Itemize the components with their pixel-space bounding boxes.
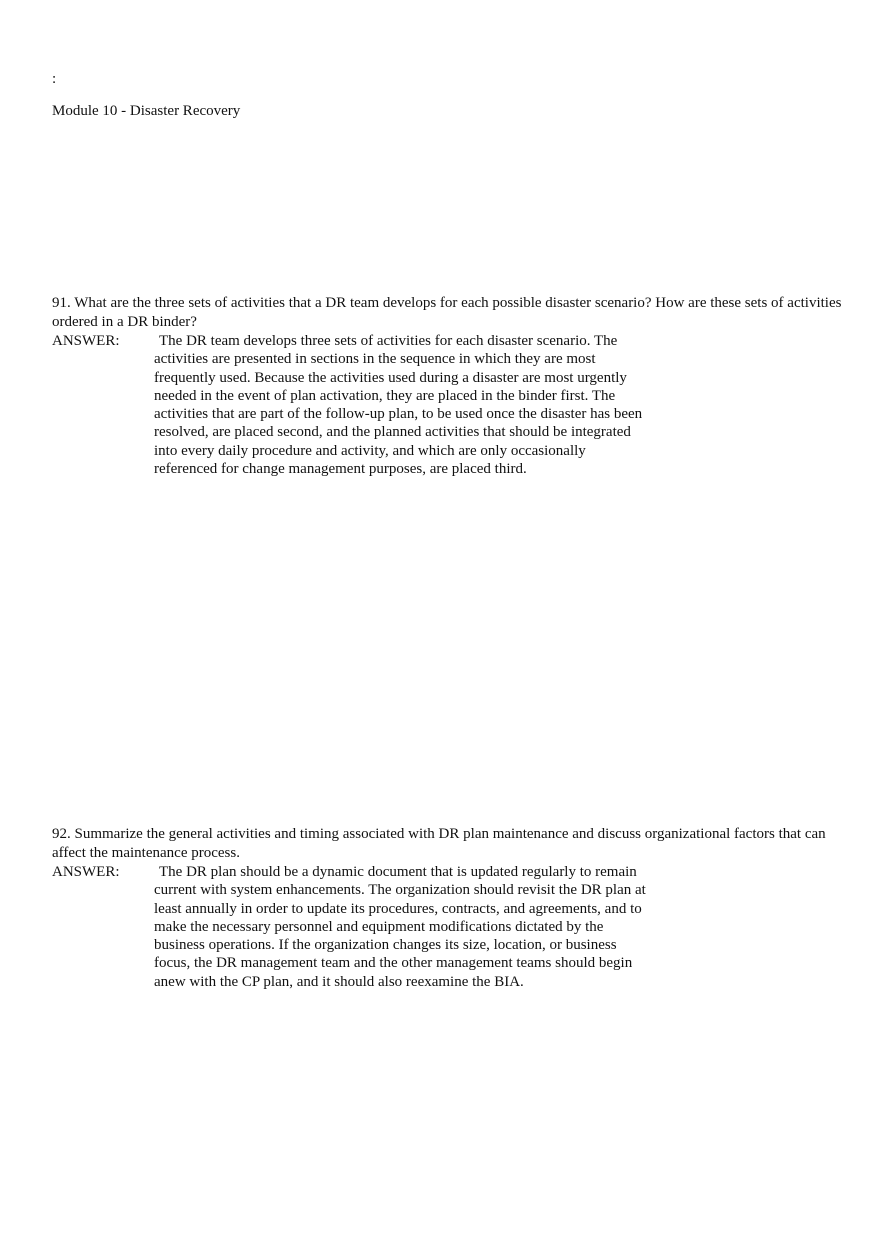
question-91 bbox=[52, 294, 842, 478]
answer-line: current with system enhancements. The organization should revisit the DR plan at bbox=[154, 882, 646, 899]
answer-row bbox=[52, 863, 842, 991]
answer-line: The DR plan should be a dynamic document that is updated regularly to remain bbox=[159, 864, 637, 880]
answer-line: anew with the CP plan, and it should also reexamine the BIA. bbox=[154, 973, 524, 990]
answer-line: frequently used. Because the activities used during a disaster are most urgently bbox=[154, 369, 627, 386]
answer-line: into every daily procedure and activity, and which are only occasionally bbox=[154, 442, 586, 459]
answer-line: activities are presented in sections in the sequence in which they are most bbox=[154, 351, 596, 368]
question-92 bbox=[52, 825, 842, 991]
answer-label: ANSWER: bbox=[52, 864, 120, 880]
answer-line: least annually in order to update its procedures, contracts, and agreements, and to bbox=[154, 900, 642, 917]
answer-label: ANSWER: bbox=[52, 333, 120, 349]
answer-line: The DR team develops three sets of activities for each disaster scenario. The bbox=[159, 333, 618, 349]
answer-line: business operations. If the organization changes its size, location, or business bbox=[154, 937, 617, 954]
question-text: 92. Summarize the general activities and timing associated with DR plan maintenance and discuss organizational factors that can affect the maintenance process. bbox=[52, 826, 826, 861]
answer-text bbox=[154, 332, 674, 478]
answer-line: resolved, are placed second, and the planned activities that should be integrated bbox=[154, 424, 631, 441]
answer-line: focus, the DR management team and the other management teams should begin bbox=[154, 955, 633, 972]
answer-line: activities that are part of the follow-up plan, to be used once the disaster has been bbox=[154, 406, 643, 423]
answer-line: make the necessary personnel and equipment modifications dictated by the bbox=[154, 918, 604, 935]
answer-line: referenced for change management purposes, are placed third. bbox=[154, 461, 527, 478]
module-title: Module 10 - Disaster Recovery bbox=[52, 103, 241, 119]
colon-mark: : bbox=[52, 71, 57, 87]
question-text: 91. What are the three sets of activities that a DR team develops for each possible disaster scenario? How are these sets of activities ordered in a DR binder? bbox=[52, 295, 842, 330]
answer-line: needed in the event of plan activation, they are placed in the binder first. The bbox=[154, 387, 616, 404]
answer-text bbox=[154, 863, 676, 991]
answer-row bbox=[52, 332, 842, 478]
